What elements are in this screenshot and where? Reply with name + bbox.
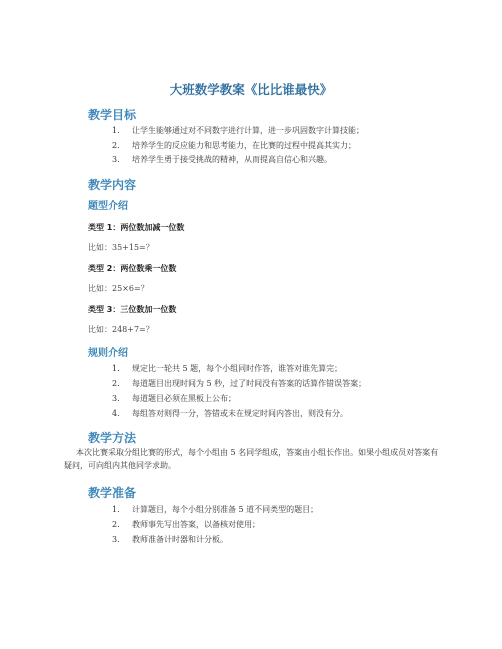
question-type-example: 比如：35+15=？ [88, 243, 154, 252]
list-item [112, 393, 236, 404]
document-title: 大班数学教案《比比谁最快》 [169, 82, 333, 97]
list-item-text: 每道题目必须在黑板上公布； [132, 394, 236, 403]
question-type-label: 类型 1：两位数加减一位数 [88, 223, 185, 232]
subsection-heading-question-types: 题型介绍 [88, 201, 128, 212]
list-item-text: 让学生能够通过对不同数字进行计算，进一步巩固数字计算技能； [132, 126, 364, 135]
list-item-text: 计算题目，每个小组分别准备 5 道不同类型的题目； [132, 505, 319, 514]
list-item-number: 2. [112, 379, 120, 388]
section-heading-content: 教学内容 [88, 178, 137, 192]
list-item [112, 534, 228, 545]
list-item-number: 2. [112, 520, 120, 529]
subsection-heading-rules: 规则介绍 [88, 348, 128, 359]
list-item [112, 140, 356, 151]
section-heading-method: 教学方法 [88, 431, 137, 445]
question-type-example: 比如：25×6=？ [88, 284, 149, 293]
list-item-text: 规定比一轮共 5 题，每个小组同时作答，谁答对谁先算完； [132, 364, 343, 373]
section-heading-preparation: 教学准备 [88, 486, 137, 500]
list-item-text: 教师准备计时器和计分板。 [132, 535, 228, 544]
method-paragraph: 本次比赛采取分组比赛的形式，每个小组由 5 名同学组成，答案由小组长作出。如果小组成员对答案有疑问，可向组内其他同学求助。 [64, 448, 439, 470]
question-type-label: 类型 2：两位数乘一位数 [88, 264, 177, 273]
list-item-text: 每道题目出现时间为 5 秒，过了时间没有答案的话算作错误答案； [132, 379, 367, 388]
question-type-example: 比如：248+7=？ [88, 325, 154, 334]
list-item-number: 3. [112, 535, 120, 544]
list-item-text: 培养学生的反应能力和思考能力，在比赛的过程中提高其实力； [132, 141, 356, 150]
section-heading-goals: 教学目标 [88, 108, 137, 122]
list-item [112, 363, 342, 374]
list-item [112, 378, 366, 389]
list-item-text: 每组答对则得一分，答错或未在规定时间内答出，则没有分。 [132, 409, 348, 418]
list-item-number: 1. [112, 364, 120, 373]
list-item-text: 教师事先写出答案，以备核对使用； [132, 520, 260, 529]
list-item [112, 519, 260, 530]
question-type-label: 类型 3：三位数加一位数 [88, 305, 177, 314]
list-item-number: 1. [112, 126, 120, 135]
list-item-number: 1. [112, 505, 120, 514]
list-item-number: 3. [112, 394, 120, 403]
list-item-number: 2. [112, 141, 120, 150]
list-item [112, 154, 332, 165]
list-item-number: 3. [112, 155, 120, 164]
list-item [112, 408, 348, 419]
list-item-number: 4. [112, 409, 120, 418]
list-item [112, 125, 364, 136]
list-item-text: 培养学生勇于接受挑战的精神，从而提高自信心和兴趣。 [132, 155, 332, 164]
list-item [112, 504, 318, 515]
